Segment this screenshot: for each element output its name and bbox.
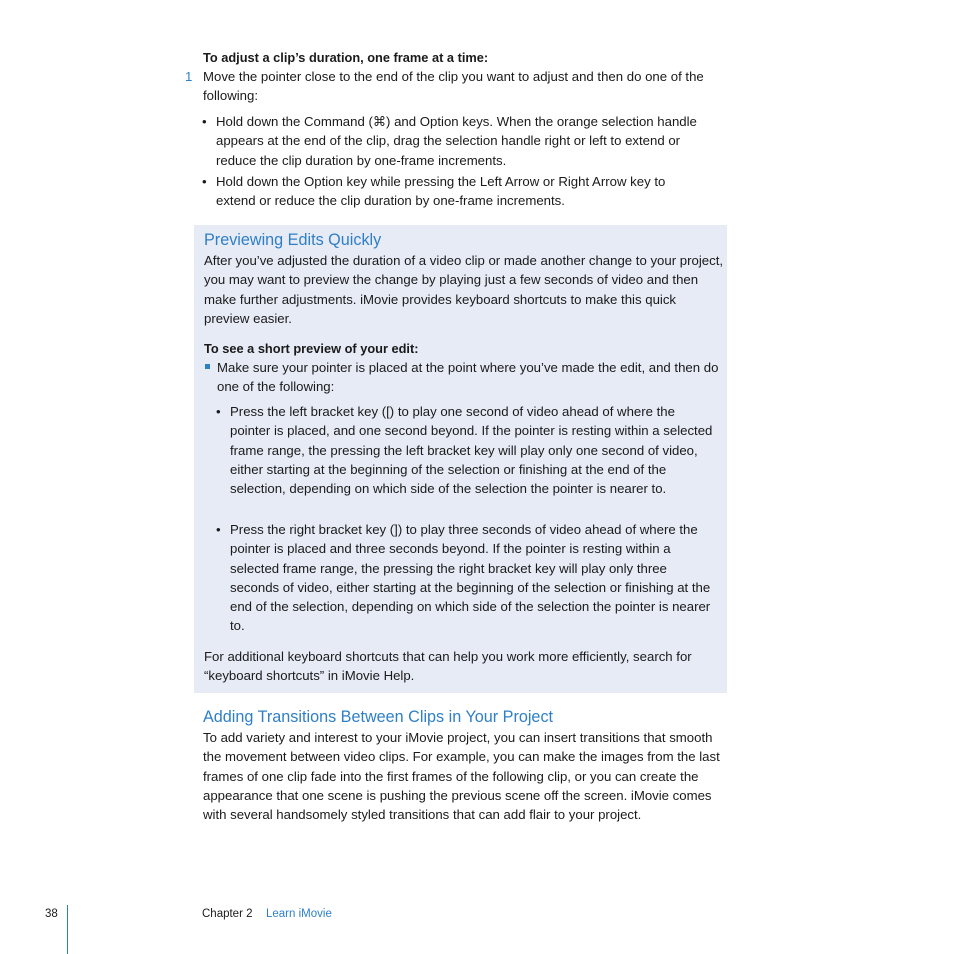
- page-number: 38: [45, 908, 58, 920]
- preview-step-text: Make sure your pointer is placed at the point where you’ve made the edit, and then do one of the following:: [217, 360, 719, 395]
- chapter-label: Chapter 2: [202, 908, 253, 920]
- adjust-bullet-2: [202, 172, 706, 211]
- preview-bullet-2: [216, 520, 715, 636]
- preview-section-title: Previewing Edits Quickly: [204, 231, 382, 249]
- chapter-title-link[interactable]: Learn iMovie: [266, 908, 332, 920]
- transitions-section-title: Adding Transitions Between Clips in Your Project: [203, 708, 554, 726]
- bullet-text: Hold down the Command (⌘) and Option keys. When the orange selection handle appears at the end of the clip, drag the selection handle right or left to extend or reduce the clip duration by one-frame increments.: [216, 114, 697, 168]
- footer-rule: [67, 905, 68, 954]
- bullet-text: Press the left bracket key ([) to play one second of video ahead of where the pointer is placed, and one second beyond. If the pointer is resting within a selected frame range, the pressing the left bracket key will play only one second of video, either starting at the beginning of the selection or finishing at the end of the selection, depending on which side of the selection the pointer is nearer to.: [230, 404, 713, 497]
- adjust-step-text: Move the pointer close to the end of the clip you want to adjust and then do one of the following:: [203, 69, 704, 104]
- preview-closing: For additional keyboard shortcuts that can help you work more efficiently, search for “keyboard shortcuts” in iMovie Help.: [204, 649, 692, 684]
- bullet-dot-icon: •: [202, 174, 207, 189]
- preview-task-heading: To see a short preview of your edit:: [204, 341, 419, 356]
- bullet-dot-icon: •: [216, 522, 221, 537]
- bullet-dot-icon: •: [202, 114, 207, 129]
- adjust-task-heading: To adjust a clip’s duration, one frame at a time:: [203, 50, 489, 65]
- bullet-text: Hold down the Option key while pressing the Left Arrow or Right Arrow key to extend or reduce the clip duration by one-frame increments.: [216, 174, 666, 209]
- step-number: 1: [185, 69, 193, 84]
- transitions-body: To add variety and interest to your iMovie project, you can insert transitions that smooth the movement between video clips. For example, you can make the images from the last frames of one clip fade into the first frames of the following clip, or you can create the appearance that one scene is pushing the previous scene off the screen. iMovie comes with several handsomely styled transitions that can add flair to your project.: [203, 730, 720, 823]
- square-bullet-icon: [205, 364, 210, 369]
- preview-intro: After you’ve adjusted the duration of a video clip or made another change to your project, you may want to preview the change by playing just a few seconds of video and then make further adjustments. iMovie provides keyboard shortcuts to make this quick preview easier.: [204, 253, 724, 326]
- bullet-dot-icon: •: [216, 404, 221, 419]
- adjust-bullet-1: [202, 112, 721, 170]
- preview-bullet-1: [216, 402, 715, 498]
- bullet-text: Press the right bracket key (]) to play three seconds of video ahead of where the pointer is placed and three seconds beyond. If the pointer is resting within a selected frame range, the pressing the right bracket key will play only three seconds of video, either starting at the beginning of the selection or finishing at the end of the selection, depending on which side of the selection the pointer is nearer to.: [230, 522, 711, 634]
